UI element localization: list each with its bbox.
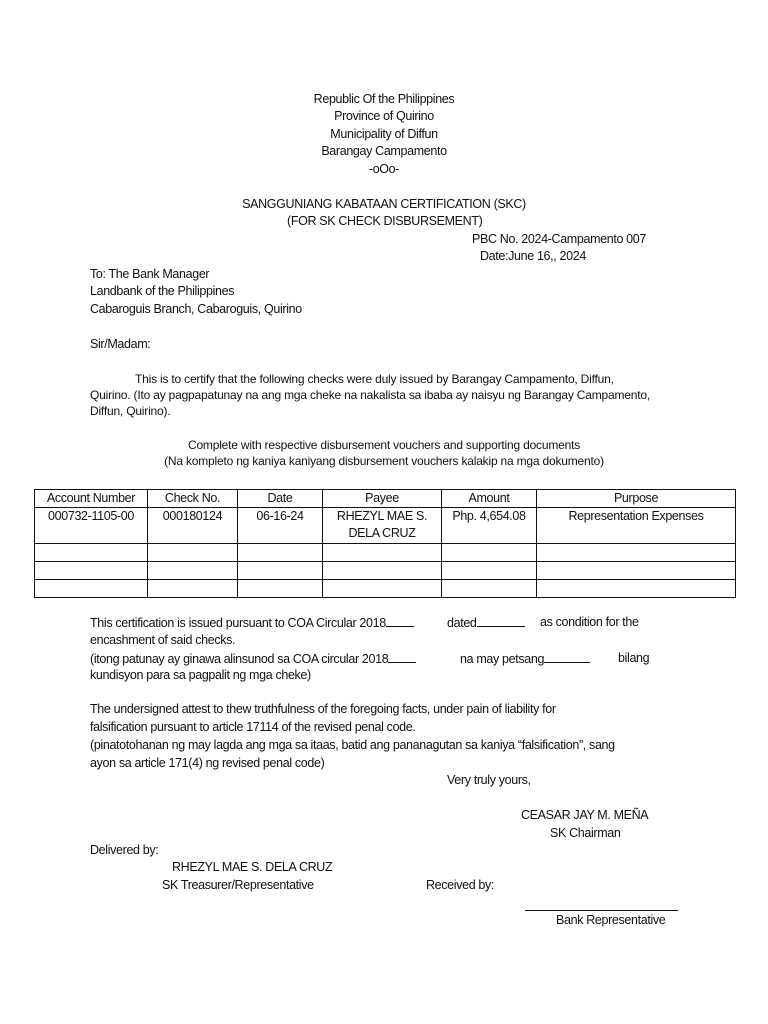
- received-title: Bank Representative: [556, 913, 666, 927]
- cell-date: 06-16-24: [238, 508, 323, 544]
- delivered-title: SK Treasurer/Representative: [162, 878, 314, 892]
- complete-line-2: (Na kompleto ng kaniya kaniyang disbursement vouchers kalakip na mga dokumento): [164, 454, 604, 468]
- attest-line-4: ayon sa article 171(4) ng revised penal code): [90, 756, 325, 770]
- bank-signature-line: [525, 910, 678, 911]
- cell-payee: [323, 508, 442, 544]
- table-row-empty: [35, 544, 736, 562]
- certify-line-2: Quirino. (Ito ay pagpapatunay na ang mga cheke na nakalista sa ibaba ay naisyu ng Barangay Campamento,: [90, 388, 650, 402]
- header-separator: -oOo-: [368, 162, 400, 176]
- table-row-empty: [35, 580, 736, 598]
- document-subtitle: (FOR SK CHECK DISBURSEMENT): [287, 214, 483, 228]
- signatory-title: SK Chairman: [550, 826, 621, 840]
- delivered-name: RHEZYL MAE S. DELA CRUZ: [172, 860, 333, 874]
- certification-text-1a: This certification is issued pursuant to COA Circular 2018: [90, 616, 386, 630]
- header-province: Province of Quirino: [334, 109, 434, 123]
- circular-number-blank-2: [388, 650, 416, 663]
- cell-purpose: Representation Expenses: [537, 508, 736, 544]
- col-header-account: Account Number: [35, 490, 148, 508]
- pbc-number: PBC No. 2024-Campamento 007: [472, 232, 646, 246]
- delivered-label: Delivered by:: [90, 843, 159, 857]
- certification-text-3b: na may petsang: [460, 652, 545, 666]
- complete-line-1: Complete with respective disbursement vouchers and supporting documents: [187, 438, 580, 452]
- table-row: [35, 508, 736, 544]
- col-header-check: Check No.: [148, 490, 238, 508]
- dated-blank: [477, 614, 525, 627]
- certification-line-1: [90, 614, 414, 633]
- circular-number-blank: [386, 614, 414, 627]
- table-header-row: [35, 490, 736, 508]
- certification-dated: [447, 614, 525, 633]
- checks-table: [34, 489, 736, 598]
- attest-line-2: falsification pursuant to article 17114 of the revised penal code.: [90, 720, 416, 734]
- certification-petsang: [460, 650, 590, 669]
- col-header-purpose: Purpose: [537, 490, 736, 508]
- attest-line-1: The undersigned attest to thew truthfulness of the foregoing facts, under pain of liability for: [90, 702, 556, 716]
- certification-text-1b: dated: [447, 616, 477, 630]
- cell-check: 000180124: [148, 508, 238, 544]
- payee-line-2: DELA CRUZ: [348, 526, 416, 540]
- document-date: Date:June 16,, 2024: [480, 249, 586, 263]
- certification-text-1c: as condition for the: [540, 615, 639, 629]
- salutation: Sir/Madam:: [90, 337, 151, 351]
- document-title: SANGGUNIANG KABATAAN CERTIFICATION (SKC): [242, 197, 526, 211]
- certification-line-4: kundisyon para sa pagpalit ng mga cheke): [90, 668, 311, 682]
- certify-line-1: This is to certify that the following checks were duly issued by Barangay Campamento, Diffun,: [135, 372, 614, 386]
- attest-line-3: (pinatotohanan ng may lagda ang mga sa itaas, batid ang pananagutan sa kaniya “falsification”, sang: [90, 738, 615, 752]
- addressee-line-2: Landbank of the Philippines: [90, 284, 235, 298]
- cell-amount: Php. 4,654.08: [442, 508, 537, 544]
- col-header-amount: Amount: [442, 490, 537, 508]
- certification-line-2: encashment of said checks.: [90, 633, 236, 647]
- table-row-empty: [35, 562, 736, 580]
- certification-text-3a: (itong patunay ay ginawa alinsunod sa COA circular 2018: [90, 652, 389, 666]
- cell-account: 000732-1105-00: [35, 508, 148, 544]
- header-barangay: Barangay Campamento: [321, 144, 447, 158]
- petsang-blank: [544, 650, 590, 663]
- header-municipality: Municipality of Diffun: [330, 127, 438, 141]
- closing: Very truly yours,: [447, 773, 531, 787]
- col-header-payee: Payee: [323, 490, 442, 508]
- certify-line-3: Diffun, Quirino).: [90, 404, 171, 418]
- addressee-line-3: Cabaroguis Branch, Cabaroguis, Quirino: [90, 302, 302, 316]
- header-republic: Republic Of the Philippines: [313, 92, 455, 106]
- payee-line-1: RHEZYL MAE S.: [336, 509, 428, 523]
- received-label: Received by:: [426, 878, 495, 892]
- certification-text-3c: bilang: [618, 651, 650, 665]
- addressee-line-1: To: The Bank Manager: [90, 267, 210, 281]
- certification-line-3: [90, 650, 416, 669]
- col-header-date: Date: [238, 490, 323, 508]
- signatory-name: CEASAR JAY M. MEÑA: [521, 808, 649, 822]
